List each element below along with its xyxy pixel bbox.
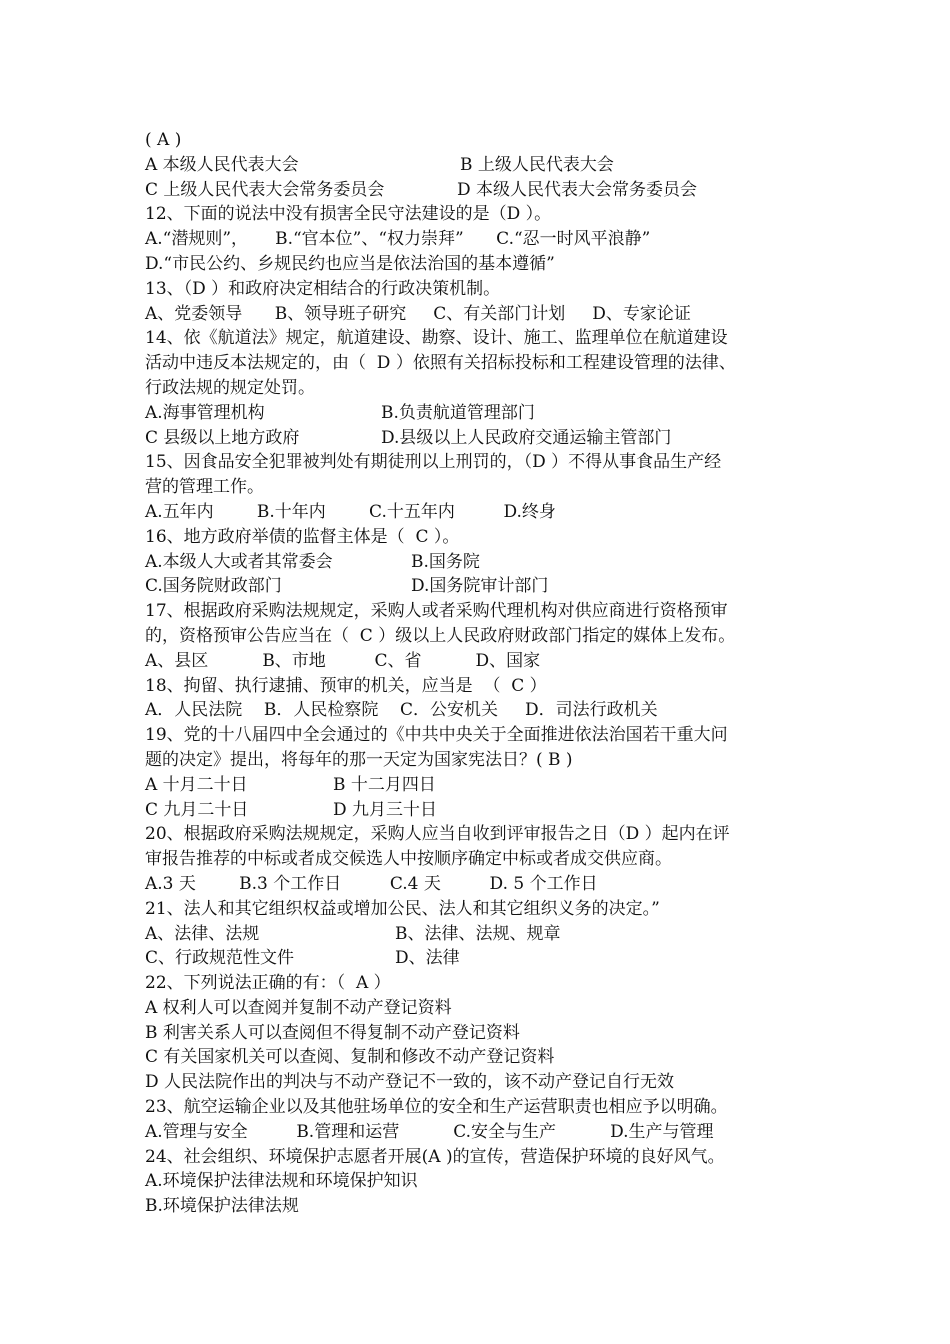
- statement-line: D 人民法院作出的判决与不动产登记不一致的，该不动产登记自行无效: [145, 1072, 675, 1093]
- option-c: C 九月二十日: [145, 799, 249, 820]
- statement-line: A.环境保护法律法规和环境保护知识: [145, 1171, 418, 1192]
- statement-line: C 有关国家机关可以查阅、复制和修改不动产登记资料: [145, 1047, 555, 1068]
- option-row: [145, 798, 815, 823]
- question-line: 16、地方政府举债的监督主体是（ C ）。: [145, 526, 460, 547]
- option-b: B 上级人民代表大会: [460, 154, 614, 175]
- option-row: [145, 773, 815, 798]
- option-row: [145, 946, 815, 971]
- option-row: [145, 426, 815, 451]
- options-line: A.管理与安全 B.管理和运营 C.安全与生产 D.生产与管理: [145, 1121, 714, 1142]
- question-line: 的，资格预审公告应当在（ C ）级以上人民政府财政部门指定的媒体上发布。: [145, 625, 736, 646]
- document-page: [145, 128, 815, 1219]
- question-line: 15、因食品安全犯罪被判处有期徒刑以上刑罚的，（D ）不得从事食品生产经: [145, 452, 722, 473]
- question-line: 24、社会组织、环境保护志愿者开展(A )的宣传，营造保护环境的良好风气。: [145, 1146, 725, 1167]
- question-line: 13、（D ）和政府决定相结合的行政决策机制。: [145, 278, 501, 299]
- question-line: 行政法规的规定处罚。: [145, 377, 315, 398]
- option-d: D.县级以上人民政府交通运输主管部门: [381, 427, 672, 448]
- option-row: [145, 153, 815, 178]
- question-line: 19、党的十八届四中全会通过的《中共中央关于全面推进依法治国若干重大问: [145, 725, 728, 746]
- option-row: [145, 574, 815, 599]
- option-row: [145, 178, 815, 203]
- options-line: A、县区 B、市地 C、省 D、国家: [145, 650, 541, 671]
- option-b: B.国务院: [411, 551, 480, 572]
- options-line: D.“市民公约、乡规民约也应当是依法治国的基本遵循”: [145, 253, 555, 274]
- question-line: 活动中违反本法规定的，由（ D ）依照有关招标投标和工程建设管理的法律、: [145, 353, 736, 374]
- question-line: 20、根据政府采购法规规定，采购人应当自收到评审报告之日（D ）起内在评: [145, 824, 730, 845]
- question-line: 17、根据政府采购法规规定，采购人或者采购代理机构对供应商进行资格预审: [145, 601, 728, 622]
- option-a: A.本级人大或者其常委会: [145, 551, 333, 572]
- options-line: A．人民法院 B．人民检察院 C．公安机关 D．司法行政机关: [145, 700, 658, 721]
- question-line: 22、下列说法正确的有：（ A ）: [145, 973, 391, 994]
- question-line: 14、依《航道法》规定，航道建设、勘察、设计、施工、监理单位在航道建设: [145, 328, 728, 349]
- question-line: 12、下面的说法中没有损害全民守法建设的是（D ）。: [145, 204, 552, 225]
- text-line: ( A ): [145, 130, 182, 150]
- option-a: A.海事管理机构: [145, 402, 265, 423]
- option-a: A 本级人民代表大会: [145, 154, 299, 175]
- question-line: 23、航空运输企业以及其他驻场单位的安全和生产运营职责也相应予以明确。: [145, 1097, 728, 1118]
- option-c: C.国务院财政部门: [145, 576, 282, 597]
- question-line: 21、法人和其它组织权益或增加公民、法人和其它组织义务的决定。”: [145, 898, 660, 919]
- option-b: B、法律、法规、规章: [395, 923, 561, 944]
- options-line: A.五年内 B.十年内 C.十五年内 D.终身: [145, 501, 556, 522]
- statement-line: A 权利人可以查阅并复制不动产登记资料: [145, 997, 452, 1018]
- option-a: A 十月二十日: [145, 774, 248, 795]
- question-line: 18、拘留、执行逮捕、预审的机关，应当是 （ C ）: [145, 675, 547, 696]
- statement-line: B.环境保护法律法规: [145, 1196, 299, 1217]
- question-line: 题的决定》提出，将每年的那一天定为国家宪法日？( B ): [145, 749, 573, 770]
- option-c: C 上级人民代表大会常务委员会: [145, 179, 385, 200]
- option-b: B 十二月四日: [333, 774, 436, 795]
- option-c: C、行政规范性文件: [145, 948, 295, 969]
- option-c: C 县级以上地方政府: [145, 427, 300, 448]
- option-d: D.国务院审计部门: [411, 576, 549, 597]
- option-d: D 本级人民代表大会常务委员会: [457, 179, 698, 200]
- option-d: D、法律: [395, 948, 460, 969]
- options-line: A、党委领导 B、领导班子研究 C、有关部门计划 D、专家论证: [145, 303, 691, 324]
- option-row: [145, 401, 815, 426]
- option-b: B.负责航道管理部门: [381, 402, 535, 423]
- options-line: A.3 天 B.3 个工作日 C.4 天 D. 5 个工作日: [145, 873, 598, 894]
- option-row: [145, 550, 815, 575]
- statement-line: B 利害关系人可以查阅但不得复制不动产登记资料: [145, 1022, 520, 1043]
- options-line: A.“潜规则”， B.“官本位”、“权力崇拜” C.“忍一时风平浪静”: [145, 229, 651, 250]
- option-d: D 九月三十日: [333, 799, 438, 820]
- option-row: [145, 922, 815, 947]
- question-line: 营的管理工作。: [145, 477, 264, 498]
- question-line: 审报告推荐的中标或者成交候选人中按顺序确定中标或者成交供应商。: [145, 849, 672, 870]
- option-a: A、法律、法规: [145, 923, 260, 944]
